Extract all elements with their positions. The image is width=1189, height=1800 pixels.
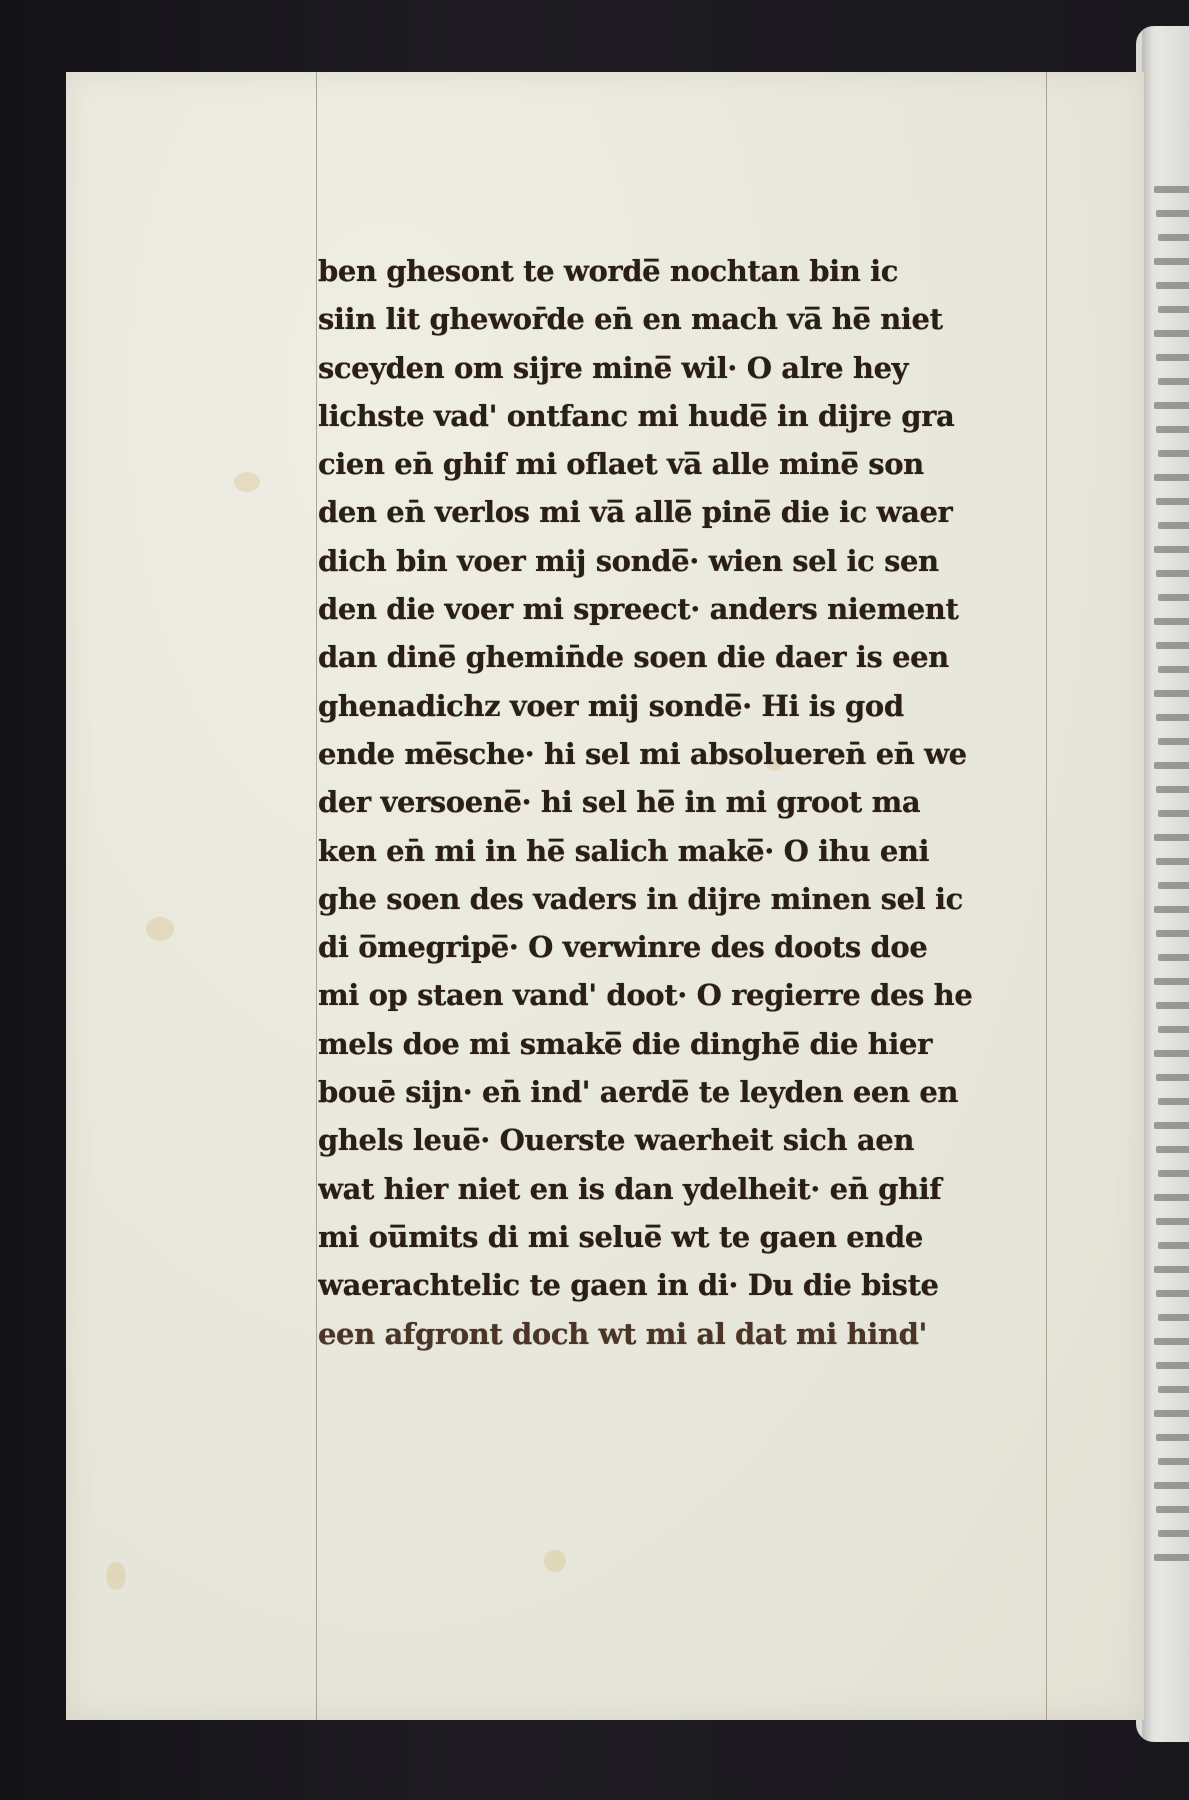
- parchment-stain: [146, 917, 174, 941]
- text-line: ben ghesont te worde̅ nochtan bin ic: [318, 254, 899, 288]
- adjacent-page-text-line: [1158, 810, 1189, 817]
- adjacent-page-text-line: [1154, 474, 1189, 481]
- adjacent-page-text-line: [1156, 1362, 1189, 1369]
- adjacent-page-text-line: [1158, 378, 1189, 385]
- adjacent-page-text-line: [1158, 954, 1189, 961]
- adjacent-page-text-line: [1158, 234, 1189, 241]
- adjacent-page-text-line: [1156, 642, 1189, 649]
- text-line: ghels leue̅· Ouerste waerheit sich aen: [318, 1123, 915, 1158]
- adjacent-page-text-line: [1154, 906, 1189, 913]
- adjacent-page-text-line: [1156, 570, 1189, 577]
- adjacent-page-text-line: [1158, 1026, 1189, 1033]
- adjacent-page-text-line: [1158, 594, 1189, 601]
- parchment-stain: [106, 1562, 126, 1590]
- text-line: waerachtelic te gaen in di· Du die biste: [318, 1268, 939, 1303]
- adjacent-page-text-line: [1158, 666, 1189, 673]
- manuscript-folio: [66, 72, 1144, 1720]
- adjacent-page-text-line: [1158, 450, 1189, 457]
- adjacent-page-text-line: [1156, 858, 1189, 865]
- adjacent-page-text-line: [1154, 1338, 1189, 1345]
- adjacent-page-text-line: [1158, 1242, 1189, 1249]
- adjacent-page-text-line: [1154, 1194, 1189, 1201]
- adjacent-page-text-line: [1154, 1482, 1189, 1489]
- adjacent-page-text-line: [1158, 1314, 1189, 1321]
- text-line: wat hier niet en is dan ydelheit· en̄ ghif: [318, 1171, 942, 1206]
- text-line: mels doe mi smake̅ die dinghe̅ die hier: [318, 1026, 932, 1061]
- adjacent-page-text-line: [1156, 210, 1189, 217]
- text-line: mi ou̅mits di mi selue̅ wt te gaen ende: [318, 1219, 923, 1254]
- text-line: ken en̄ mi in he̅ salich make̅· O ihu eni: [318, 833, 930, 868]
- parchment-stain: [544, 1550, 566, 1572]
- text-line: dan dine̅ ghemin̄de soen die daer is een: [318, 640, 949, 675]
- text-line: siin lit ghewor̄de en̄ en mach va̅ he̅ niet: [318, 302, 943, 337]
- adjacent-page-text-line: [1154, 978, 1189, 985]
- adjacent-page-text-line: [1156, 354, 1189, 361]
- adjacent-page-text-line: [1158, 1458, 1189, 1465]
- adjacent-page-text-line: [1158, 1386, 1189, 1393]
- adjacent-page-text-line: [1158, 306, 1189, 313]
- adjacent-page-text-line: [1154, 834, 1189, 841]
- adjacent-page-text-line: [1156, 1146, 1189, 1153]
- adjacent-page-text-line: [1154, 186, 1189, 193]
- adjacent-page-text-line: [1154, 1266, 1189, 1273]
- adjacent-page-text-line: [1154, 690, 1189, 697]
- adjacent-page-text-line: [1156, 426, 1189, 433]
- adjacent-page-text-line: [1158, 1530, 1189, 1537]
- adjacent-page-text-line: [1156, 1290, 1189, 1297]
- adjacent-page-text-line: [1154, 1050, 1189, 1057]
- text-line: bouē sijn· en̄ ind' aerde̅ te leyden een en: [318, 1075, 959, 1110]
- text-line: mi op staen vand' doot· O regierre des he: [318, 978, 973, 1013]
- adjacent-page-text-line: [1154, 1410, 1189, 1417]
- adjacent-page-text-line: [1154, 1554, 1189, 1561]
- text-line: lichste vad' ontfanc mi hude̅ in dijre gra: [318, 398, 955, 433]
- adjacent-page-text-line: [1158, 1098, 1189, 1105]
- text-line: dich bin voer mij sonde̅· wien sel ic sen: [318, 543, 939, 578]
- adjacent-page-text-line: [1156, 930, 1189, 937]
- parchment-stain: [234, 472, 260, 492]
- adjacent-page-text-line: [1154, 618, 1189, 625]
- left-ruling-line: [316, 72, 317, 1720]
- adjacent-page-text-line: [1156, 498, 1189, 505]
- adjacent-page-text-line: [1154, 1122, 1189, 1129]
- adjacent-page-text-line: [1156, 714, 1189, 721]
- adjacent-page-text-line: [1158, 882, 1189, 889]
- adjacent-page-text-line: [1156, 282, 1189, 289]
- text-block: [318, 247, 1078, 1358]
- adjacent-page-text-line: [1154, 258, 1189, 265]
- adjacent-page-text-line: [1156, 1434, 1189, 1441]
- text-line: der versoene̅· hi sel he̅ in mi groot ma: [318, 785, 921, 820]
- adjacent-page-text-line: [1156, 1218, 1189, 1225]
- text-line: di o̅megripe̅· O verwinre des doots doe: [318, 930, 928, 965]
- adjacent-page-text-line: [1158, 522, 1189, 529]
- text-line: sceyden om sijre mine̅ wil· O alre hey: [318, 350, 909, 385]
- adjacent-page-text-line: [1158, 1170, 1189, 1177]
- adjacent-page-text-line: [1156, 1002, 1189, 1009]
- adjacent-page-text-line: [1156, 1074, 1189, 1081]
- text-line: ghenadichz voer mij sonde̅· Hi is god: [318, 688, 904, 723]
- adjacent-page-text-line: [1154, 330, 1189, 337]
- text-line: cien en̄ ghif mi oflaet va̅ alle mine̅ son: [318, 447, 924, 482]
- adjacent-page-text-line: [1154, 546, 1189, 553]
- adjacent-page-text-line: [1156, 786, 1189, 793]
- text-line: ende me̅sche· hi sel mi absolueren̄ en̄ we: [318, 736, 967, 771]
- adjacent-page-text-line: [1154, 402, 1189, 409]
- text-line: den die voer mi spreect· anders niement: [318, 592, 959, 627]
- adjacent-page-text-line: [1156, 1506, 1189, 1513]
- adjacent-page-text-line: [1158, 738, 1189, 745]
- text-line: ghe soen des vaders in dijre minen sel ic: [318, 881, 963, 916]
- text-line: een afgront doch wt mi al dat mi hind': [318, 1316, 927, 1351]
- adjacent-page-text-line: [1154, 762, 1189, 769]
- text-line: den en̄ verlos mi va̅ alle̅ pine̅ die ic waer: [318, 495, 953, 530]
